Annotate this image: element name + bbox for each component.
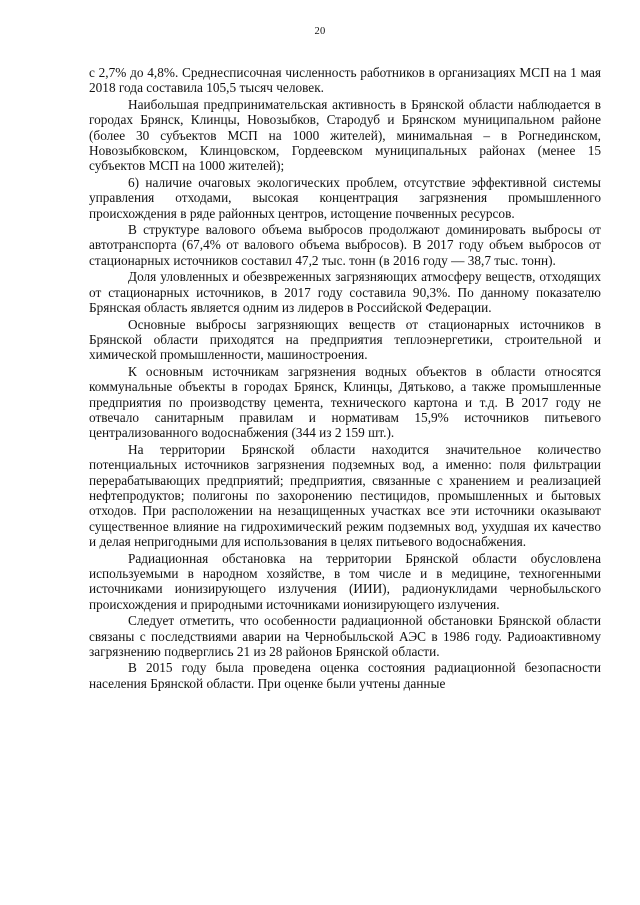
paragraph-11: В 2015 году была проведена оценка состояния радиационной безопасности населения Брянской области. При оценке были учтены данные	[89, 660, 601, 691]
paragraph-9: Радиационная обстановка на территории Брянской области обусловлена используемыми в народном хозяйстве, в том числе и в медицине, техногенными источниками ионизирующего излучения (ИИИ), радионуклидами чернобыльского происхождения и природными источниками ионизирующего излучения.	[89, 550, 601, 612]
paragraph-10: Следует отметить, что особенности радиационной обстановки Брянской области связаны с последствиями аварии на Чернобыльской АЭС в 1986 году. Радиоактивному загрязнению подверглись 21 из 28 районов Брянской области.	[89, 613, 601, 660]
paragraph-8: На территории Брянской области находится значительное количество потенциальных источников загрязнения подземных вод, а именно: поля фильтрации перерабатывающих предприятий; предприятия, связанные с хранением и реализацией нефтепродуктов; полигоны по захоронению пестицидов, промышленных и бытовых отходов. При расположении на незащищенных участках все эти источники оказывают существенное влияние на гидрохимический режим подземных вод, ухудшая их качество и делая непригодными для использования в целях питьевого водоснабжения.	[89, 441, 601, 550]
paragraph-7: К основным источникам загрязнения водных объектов в области относятся коммунальные объекты в городах Брянск, Клинцы, Дятьково, а также промышленные предприятия по производству цемента, технического картона и т.д. В 2017 году не отвечало санитарным правилам и нормативам 15,9% источников питьевого централизованного водоснабжения (344 из 2 159 шт.).	[89, 363, 601, 441]
paragraph-5: Доля уловленных и обезвреженных загрязняющих атмосферу веществ, отходящих от стационарных источников, в 2017 году составила 90,3%. По данному показателю Брянская область является одним из лидеров в Российской Федерации.	[89, 269, 601, 316]
paragraph-3: 6) наличие очаговых экологических проблем, отсутствие эффективной системы управления отходами, высокая концентрация загрязнения промышленного происхождения в ряде районных центров, истощение почвенных ресурсов.	[89, 174, 601, 221]
paragraph-2: Наибольшая предпринимательская активность в Брянской области наблюдается в городах Брянск, Клинцы, Новозыбков, Стародуб и Брянском муниципальном районе (более 30 субъектов МСП на 1000 жителей), минимальная – в Рогнединском, Новозыбковском, Клинцовском, Гордеевском муниципальных районах (менее 15 субъектов МСП на 1000 жителей);	[89, 96, 601, 174]
paragraph-4: В структуре валового объема выбросов продолжают доминировать выбросы от автотранспорта (67,4% от валового объема выбросов). В 2017 году объем выбросов от стационарных источников составил 47,2 тыс. тонн (в 2016 году — 38,7 тыс. тонн).	[89, 222, 601, 268]
document-body	[89, 65, 601, 692]
page-number: 20	[314, 26, 326, 37]
paragraph-6: Основные выбросы загрязняющих веществ от стационарных источников в Брянской области приходятся на предприятия теплоэнергетики, строительной и химической промышленности, машиностроения.	[89, 316, 601, 363]
paragraph-1: с 2,7% до 4,8%. Среднесписочная численность работников в организациях МСП на 1 мая 2018 года составила 105,5 тысяч человек.	[89, 65, 601, 96]
